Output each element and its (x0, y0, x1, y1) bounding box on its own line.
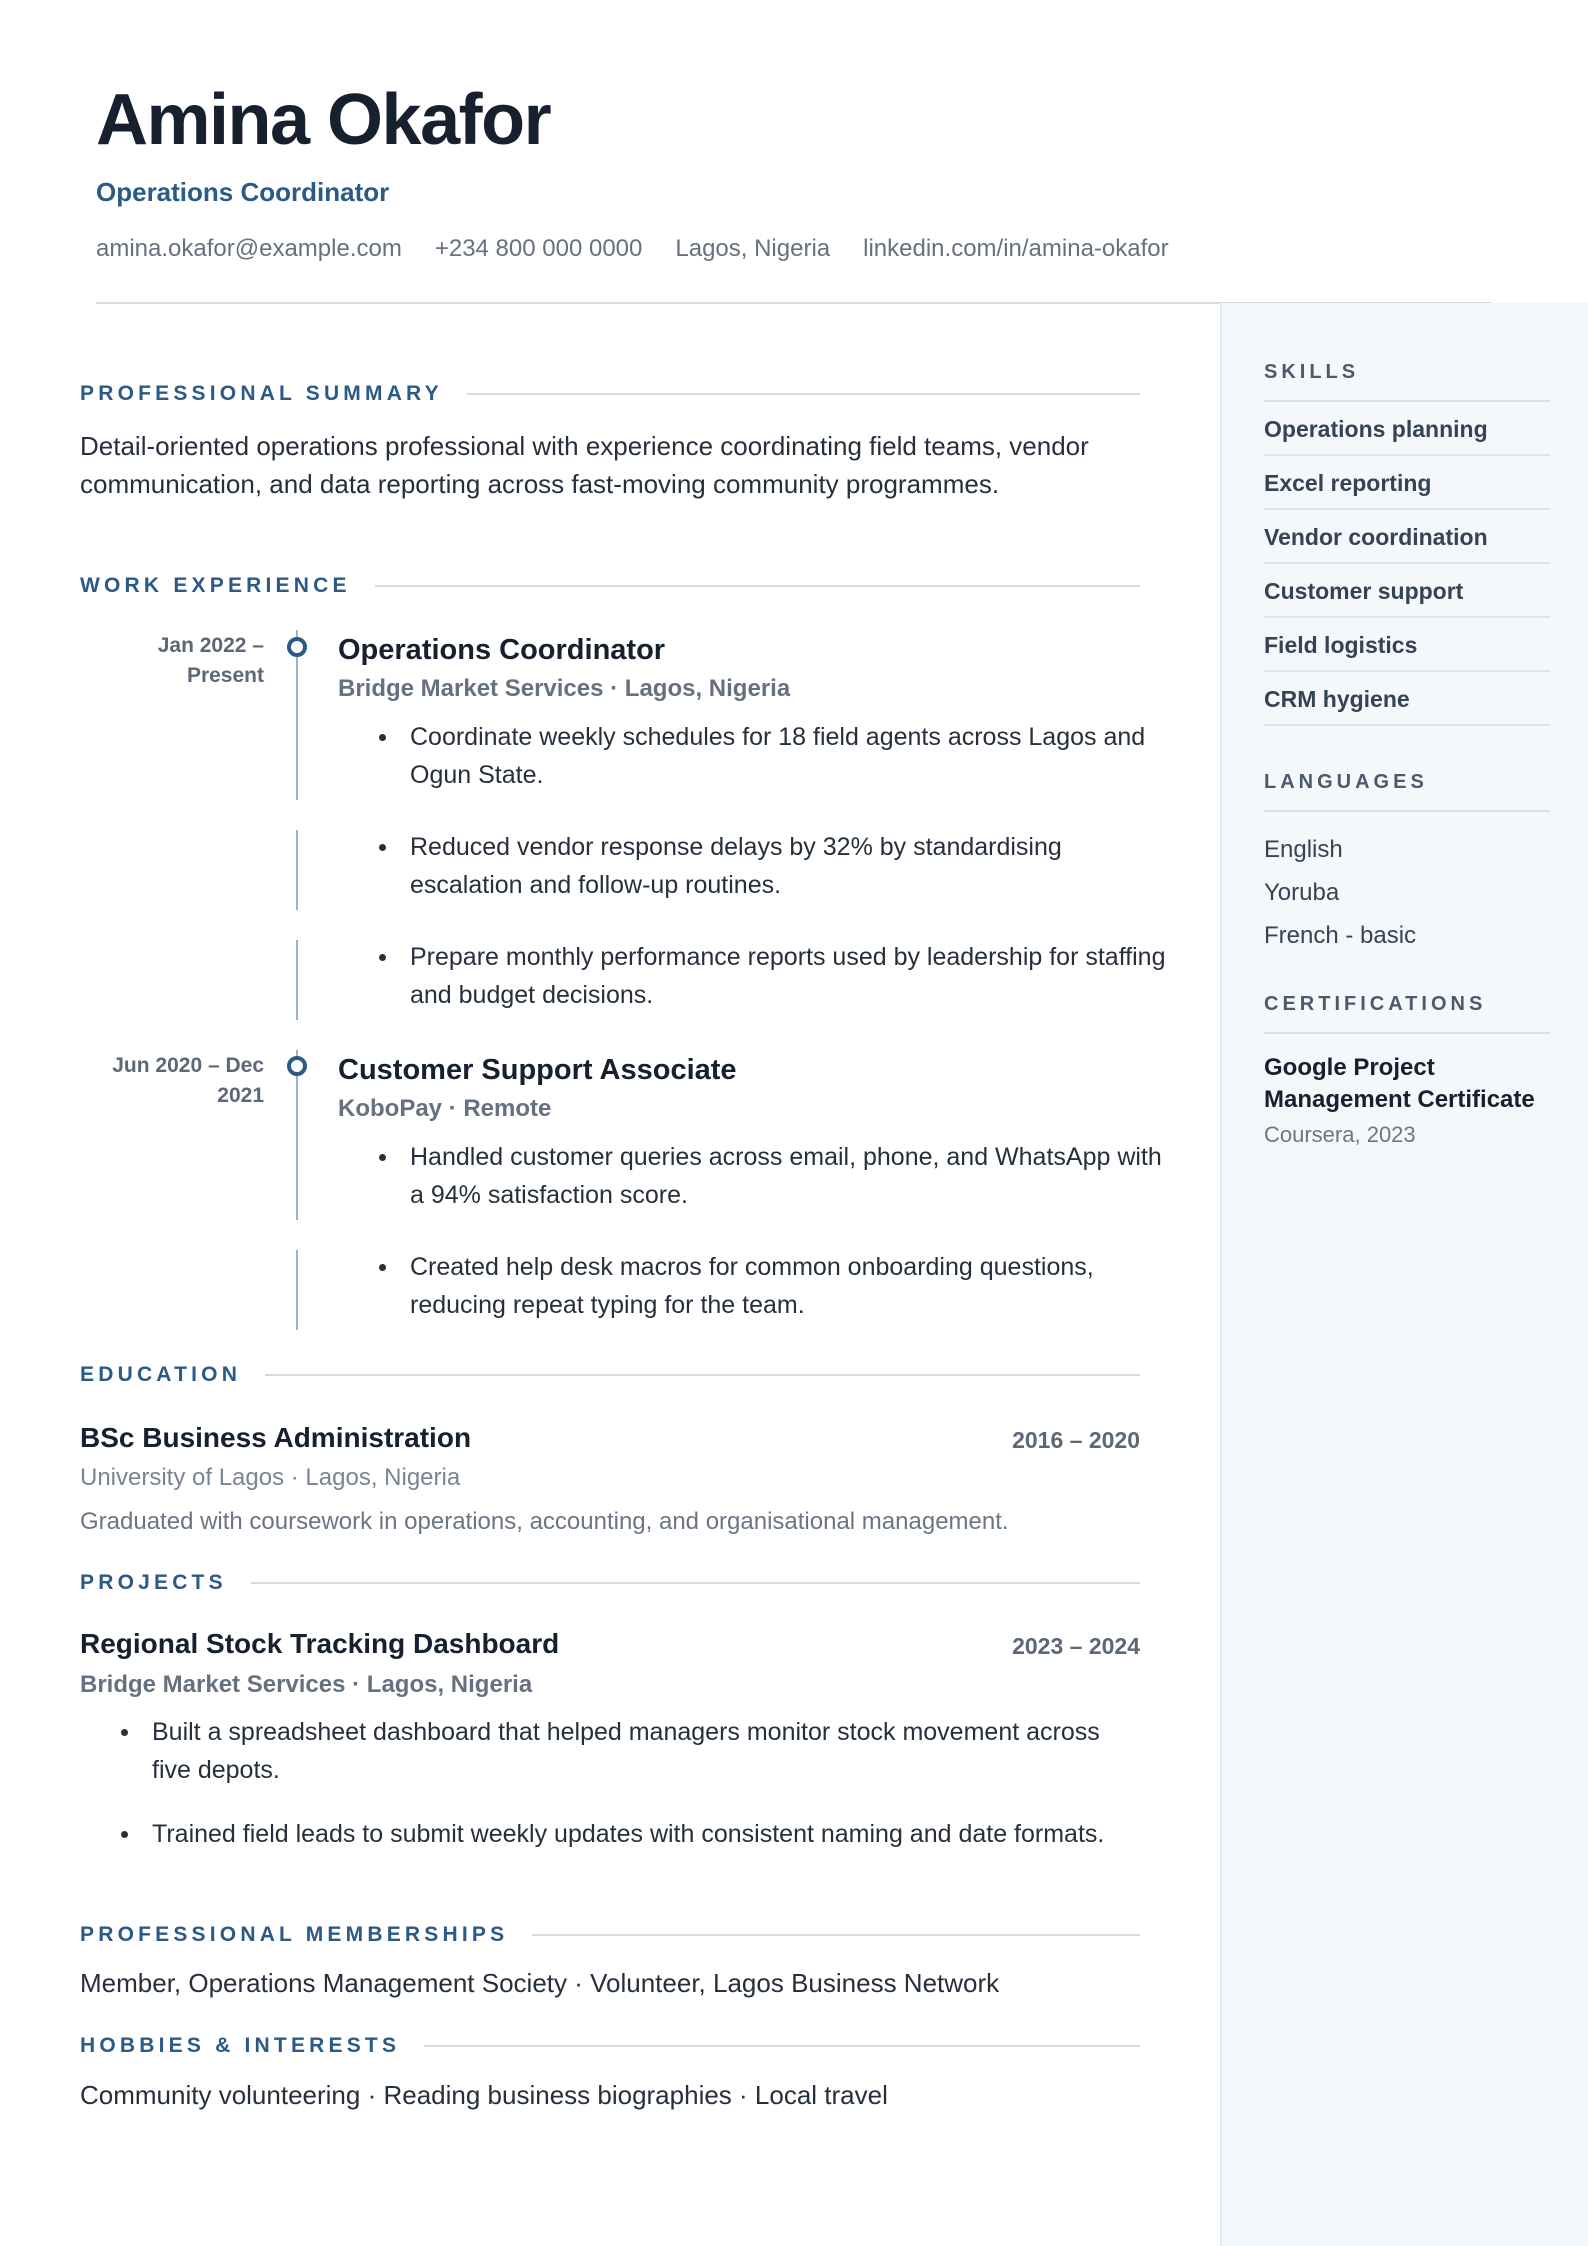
experience-heading (80, 571, 1140, 601)
timeline-segment (296, 830, 298, 910)
job-bullet: Reduced vendor response delays by 32% by standardising escalation and follow-up routines. (410, 828, 1170, 904)
summary-text: Detail-oriented operations professional with experience coordinating field teams, vendor communication, and data reporting across fast-moving community programmes. (80, 431, 1089, 499)
experience-heading-label: WORK EXPERIENCE (80, 574, 351, 597)
contact-phone[interactable]: +234 800 000 0000 (434, 235, 643, 262)
candidate-role: Operations Coordinator (96, 177, 390, 207)
projects-heading-rule (251, 1582, 1140, 1584)
contact-linkedin[interactable]: linkedin.com/in/amina-okafor (863, 235, 1169, 262)
job-bullet: Coordinate weekly schedules for 18 field agents across Lagos and Ogun State. (410, 718, 1170, 794)
degree-dates: 2016 – 2020 (1012, 1427, 1140, 1453)
language-item: Yoruba (1264, 879, 1340, 906)
certifications-heading: CERTIFICATIONS (1264, 993, 1550, 1034)
job-title: Customer Support Associate (338, 1054, 737, 1086)
summary-heading-rule (467, 393, 1140, 395)
certifications-section (1264, 993, 1550, 1150)
job-title: Operations Coordinator (338, 634, 666, 666)
job-date (64, 1051, 264, 1111)
language-item: English (1264, 836, 1343, 863)
memberships-text: Member, Operations Management Society · Volunteer, Lagos Business Network (80, 1968, 1000, 1998)
candidate-name: Amina Okafor (96, 80, 551, 160)
skills-heading: SKILLS (1264, 361, 1550, 402)
job-date-start: Jan 2022 – (157, 634, 264, 657)
project-bullet: Built a spreadsheet dashboard that helped managers monitor stock movement across five depots. (152, 1713, 1122, 1789)
certificate-issuer: Coursera, 2023 (1264, 1122, 1416, 1147)
education-note: Graduated with coursework in operations, accounting, and organisational management. (80, 1508, 1009, 1535)
job-organization: KoboPay · Remote (338, 1095, 552, 1122)
job-organization: Bridge Market Services · Lagos, Nigeria (338, 675, 791, 702)
contact-location: Lagos, Nigeria (675, 235, 831, 262)
resume-header (96, 78, 1492, 264)
contact-list (96, 234, 1492, 264)
projects-heading (80, 1568, 1140, 1598)
project-dates: 2023 – 2024 (1012, 1633, 1140, 1659)
skills-section (1264, 361, 1550, 726)
job-date-end: Present (186, 664, 264, 687)
project-title: Regional Stock Tracking Dashboard (80, 1628, 560, 1659)
timeline-marker (287, 637, 307, 657)
language-item: French - basic (1264, 922, 1417, 949)
education-heading-rule (265, 1374, 1140, 1376)
skill-item: Customer support (1264, 564, 1550, 618)
memberships-heading (80, 1920, 1140, 1950)
timeline-segment (296, 940, 298, 1020)
degree-title: BSc Business Administration (80, 1422, 472, 1453)
skill-item: Vendor coordination (1264, 510, 1550, 564)
skill-item: Operations planning (1264, 402, 1550, 456)
job-date-start: Jun 2020 – Dec (112, 1054, 264, 1077)
job-bullet: Handled customer queries across email, phone, and WhatsApp with a 94% satisfaction score. (410, 1138, 1170, 1214)
summary-heading-label: PROFESSIONAL SUMMARY (80, 382, 443, 405)
project-organization: Bridge Market Services · Lagos, Nigeria (80, 1671, 533, 1698)
projects-heading-label: PROJECTS (80, 1571, 227, 1594)
summary-heading (80, 379, 1140, 409)
languages-section (1264, 771, 1550, 957)
memberships-heading-label: PROFESSIONAL MEMBERSHIPS (80, 1923, 509, 1946)
hobbies-heading-rule (424, 2045, 1140, 2047)
job-date-end: 2021 (217, 1084, 264, 1107)
hobbies-heading (80, 2031, 1140, 2061)
memberships-heading-rule (532, 1934, 1140, 1936)
job-date (64, 631, 264, 691)
timeline-marker (287, 1056, 307, 1076)
school-name: University of Lagos · Lagos, Nigeria (80, 1464, 461, 1491)
sidebar (1220, 303, 1588, 2246)
contact-email[interactable]: amina.okafor@example.com (96, 235, 402, 262)
experience-heading-rule (375, 585, 1140, 587)
languages-heading: LANGUAGES (1264, 771, 1550, 812)
skill-item: CRM hygiene (1264, 672, 1550, 726)
education-heading-label: EDUCATION (80, 1363, 242, 1386)
skill-item: Excel reporting (1264, 456, 1550, 510)
education-heading (80, 1360, 1140, 1390)
hobbies-text: Community volunteering · Reading business biographies · Local travel (80, 2080, 888, 2110)
project-bullet: Trained field leads to submit weekly updates with consistent naming and date formats. (152, 1815, 1122, 1853)
timeline-segment (296, 1250, 298, 1330)
skill-item: Field logistics (1264, 618, 1550, 672)
certificate-name: Google Project Management Certificate (1264, 1054, 1535, 1113)
job-bullet: Created help desk macros for common onboarding questions, reducing repeat typing for the team. (410, 1248, 1170, 1324)
job-bullet: Prepare monthly performance reports used by leadership for staffing and budget decisions. (410, 938, 1170, 1014)
hobbies-heading-label: HOBBIES & INTERESTS (80, 2034, 401, 2057)
